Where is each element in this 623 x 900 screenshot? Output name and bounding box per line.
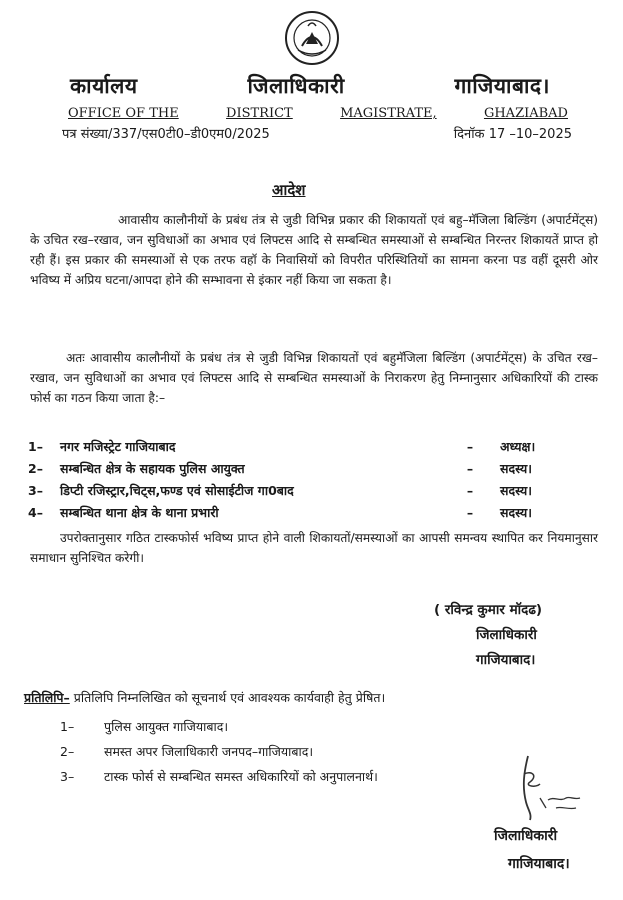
member-row — [28, 435, 588, 457]
member-name: नगर मजिस्ट्रेट गाजियाबाद — [60, 438, 176, 454]
office-header-hindi — [70, 72, 550, 100]
copy-to-heading — [24, 689, 385, 706]
header-eng-part-3: MAGISTRATE, — [340, 106, 437, 121]
copy-recipient: टास्क फोर्स से सम्बन्धित समस्त अधिकारियों को अनुपालनार्थ। — [104, 769, 378, 784]
signature-block-2 — [494, 822, 570, 878]
member-role: सदस्य। — [500, 460, 532, 476]
task-force-members-list — [28, 435, 588, 523]
signature-block-1 — [434, 598, 543, 673]
copy-recipient: समस्त अपर जिलाधिकारी जनपद–गाजियाबाद। — [104, 744, 314, 759]
order-paragraph-2: अतः आवासीय कालौनीयों के प्रबंध तंत्र से जुडी विभिन्न शिकायतों एवं बहुमॅजिला बिल्डिंग (अपार्टमेंट्स) के उचित रख–रखाव, जन सुविधाओं का अभाव एवं लिफ्टस आदि से सम्बन्धित समस्याओं के निराकरण हेतु निम्नानुसार अधिकारियों की टास्क फोर्स का गठन किया जाता है:– — [30, 351, 598, 405]
member-dash: – — [466, 438, 474, 454]
date-value: 17 –10–2025 — [488, 127, 572, 142]
member-number: 3– — [28, 482, 43, 498]
copy-recipient-row — [60, 739, 580, 764]
member-name: सम्बन्धित थाना क्षेत्र के थाना प्रभारी — [60, 504, 219, 520]
member-dash: – — [466, 460, 474, 476]
letter-reference-line — [62, 124, 572, 142]
copy-recipient-row — [60, 764, 580, 789]
signatory-place-2: गाजियाबाद। — [508, 856, 570, 872]
copy-recipient-row — [60, 714, 580, 739]
member-number: 2– — [28, 460, 43, 476]
copy-number: 1– — [60, 719, 75, 734]
member-row — [28, 501, 588, 523]
handwritten-signature-icon — [510, 752, 590, 822]
member-role: अध्यक्ष। — [500, 438, 536, 454]
copy-recipients-list — [60, 714, 580, 789]
order-paragraph-3: उपरोक्तानुसार गठित टास्कफोर्स भविष्य प्राप्त होने वाली शिकायतों/समस्याओं का आपसी समन्वय स्थापित कर नियमानुसार समाधान सुनिश्चित करेगी। — [30, 531, 598, 565]
letter-number: पत्र संख्या/337/एस0टी0–डी0एम0/2025 — [62, 127, 270, 142]
signatory-post-2: जिलाधिकारी — [494, 828, 558, 844]
up-government-emblem-icon — [284, 8, 340, 68]
header-eng-part-2: DISTRICT — [226, 106, 293, 121]
member-row — [28, 457, 588, 479]
signatory-name: ( रविन्द्र कुमार मॉदढ) — [434, 602, 543, 618]
header-dm-word: जिलाधिकारी — [247, 74, 345, 98]
copy-recipient: पुलिस आयुक्त गाजियाबाद। — [104, 719, 229, 734]
member-role: सदस्य। — [500, 482, 532, 498]
member-role: सदस्य। — [500, 504, 532, 520]
copy-label: प्रतिलिपि– — [24, 690, 70, 705]
header-eng-part-4: GHAZIABAD — [483, 106, 568, 121]
header-office-word: कार्यालय — [70, 74, 138, 98]
signatory-post: जिलाधिकारी — [476, 627, 537, 643]
member-name: डिप्टी रजिस्ट्रार,चिट्स,फण्ड एवं सोसाईटीज गा0बाद — [60, 482, 294, 498]
order-title: आदेश — [272, 181, 306, 199]
member-dash: – — [466, 482, 474, 498]
copy-number: 3– — [60, 769, 75, 784]
member-name: सम्बन्धित क्षेत्र के सहायक पुलिस आयुक्त — [60, 460, 245, 476]
member-row — [28, 479, 588, 501]
copy-intro: प्रतिलिपि निम्नलिखित को सूचनार्थ एवं आवश्यक कार्यवाही हेतु प्रेषित। — [73, 690, 386, 705]
copy-number: 2– — [60, 744, 75, 759]
date-label: दिनॉक — [453, 127, 485, 142]
header-city-word: गाजियाबाद। — [454, 74, 550, 98]
order-paragraph-1: आवासीय कालौनीयों के प्रबंध तंत्र से जुडी विभिन्न प्रकार की शिकायतों एवं बहु–मॅजिला बिल्डिंग (अपार्टमेंट्स) के उचित रख–रखाव, जन सुविधाओं का अभाव एवं लिफ्टस आदि से सम्बन्धित समस्याओं से सम्बन्धित निरन्तर शिकायतें प्राप्त हो रही हैं। इस प्रकार की समस्याओं से एक तरफ वहॉ के निवासियों को विपरीत परिस्थितियों का सामना करना पड वहीं दूसरी ओर भविष्य में अप्रिय घटना/आपदा होने की सम्भावना से इंकार नहीं किया जा सकता है। — [30, 213, 598, 287]
header-eng-part-1: OFFICE OF THE — [68, 106, 179, 121]
signatory-place: गाजियाबाद। — [476, 652, 536, 668]
member-dash: – — [466, 504, 474, 520]
member-number: 1– — [28, 438, 43, 454]
office-header-english — [68, 106, 568, 121]
member-number: 4– — [28, 504, 43, 520]
